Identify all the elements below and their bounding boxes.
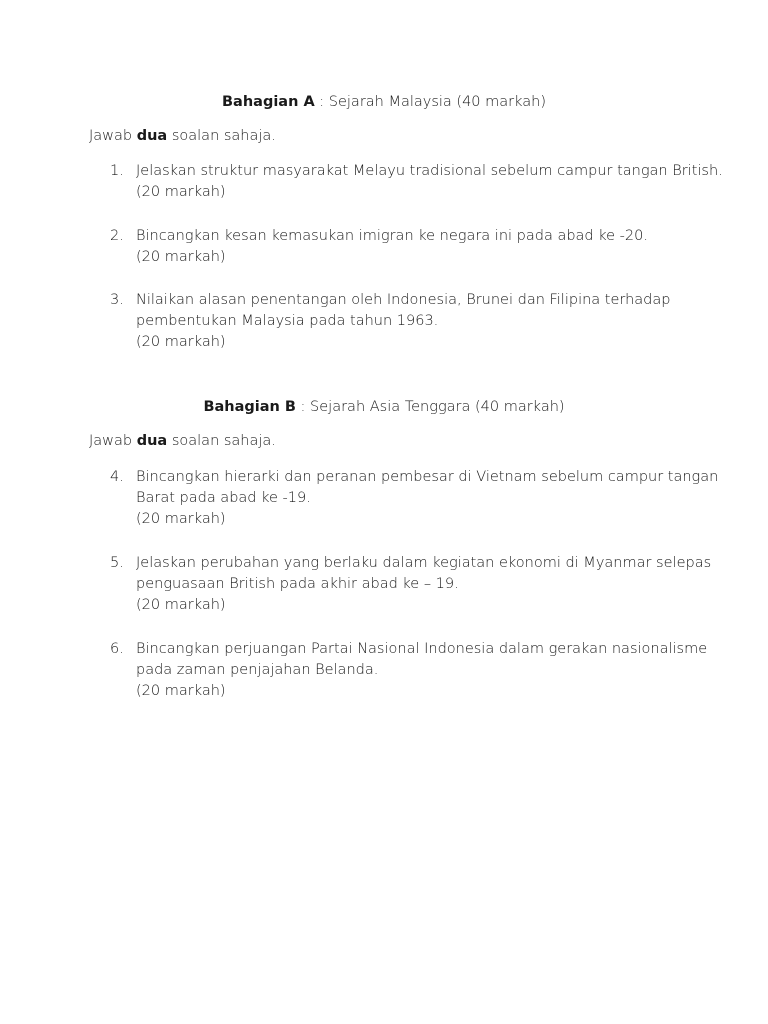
question-4 [110,467,719,530]
instruction-text: soalan sahaja. [167,433,276,449]
question-text: Bincangkan hierarki dan peranan pembesar di Vietnam sebelum campur tangan [136,469,719,485]
question-marks: (20 markah) [136,683,226,699]
question-5 [110,553,712,616]
question-number: 4. [110,469,124,485]
question-text: pada zaman penjajahan Belanda. [136,662,379,678]
question-number: 5. [110,555,124,571]
question-number: 1. [110,163,124,179]
instruction-emphasis: dua [136,433,168,449]
section-b-instruction [89,431,276,452]
question-text: Nilaikan alasan penentangan oleh Indonesia, Brunei dan Filipina terhadap [136,292,671,308]
instruction-text: soalan sahaja. [167,128,276,144]
instruction-text: Jawab [89,433,137,449]
question-marks: (20 markah) [136,334,226,350]
section-a-instruction [89,126,276,147]
instruction-text: Jawab [89,128,137,144]
question-number: 6. [110,641,124,657]
question-text: pembentukan Malaysia pada tahun 1963. [136,313,439,329]
question-marks: (20 markah) [136,511,226,527]
question-text: Bincangkan kesan kemasukan imigran ke negara ini pada abad ke -20. [136,228,648,244]
instruction-emphasis: dua [136,128,168,144]
section-b-heading [0,397,768,418]
section-b-title: Bahagian B [203,399,296,415]
question-6 [110,639,708,702]
question-text: Jelaskan struktur masyarakat Melayu tradisional sebelum campur tangan British. [136,163,723,179]
question-3 [110,290,690,353]
question-text: penguasaan British pada akhir abad ke – 19. [136,576,459,592]
section-a-subtitle: : Sejarah Malaysia (40 markah) [314,94,546,110]
question-text: Bincangkan perjuangan Partai Nasional Indonesia dalam gerakan nasionalisme [136,641,708,657]
question-text: Barat pada abad ke -19. [136,490,311,506]
question-1 [110,161,723,203]
question-marks: (20 markah) [136,249,226,265]
question-marks: (20 markah) [136,184,226,200]
question-number: 3. [110,292,124,308]
section-b-subtitle: : Sejarah Asia Tenggara (40 markah) [295,399,565,415]
section-a-title: Bahagian A [222,94,315,110]
question-text: Jelaskan perubahan yang berlaku dalam kegiatan ekonomi di Myanmar selepas [136,555,712,571]
section-a-heading [0,92,768,113]
question-2 [110,226,690,268]
question-number: 2. [110,228,124,244]
question-marks: (20 markah) [136,597,226,613]
